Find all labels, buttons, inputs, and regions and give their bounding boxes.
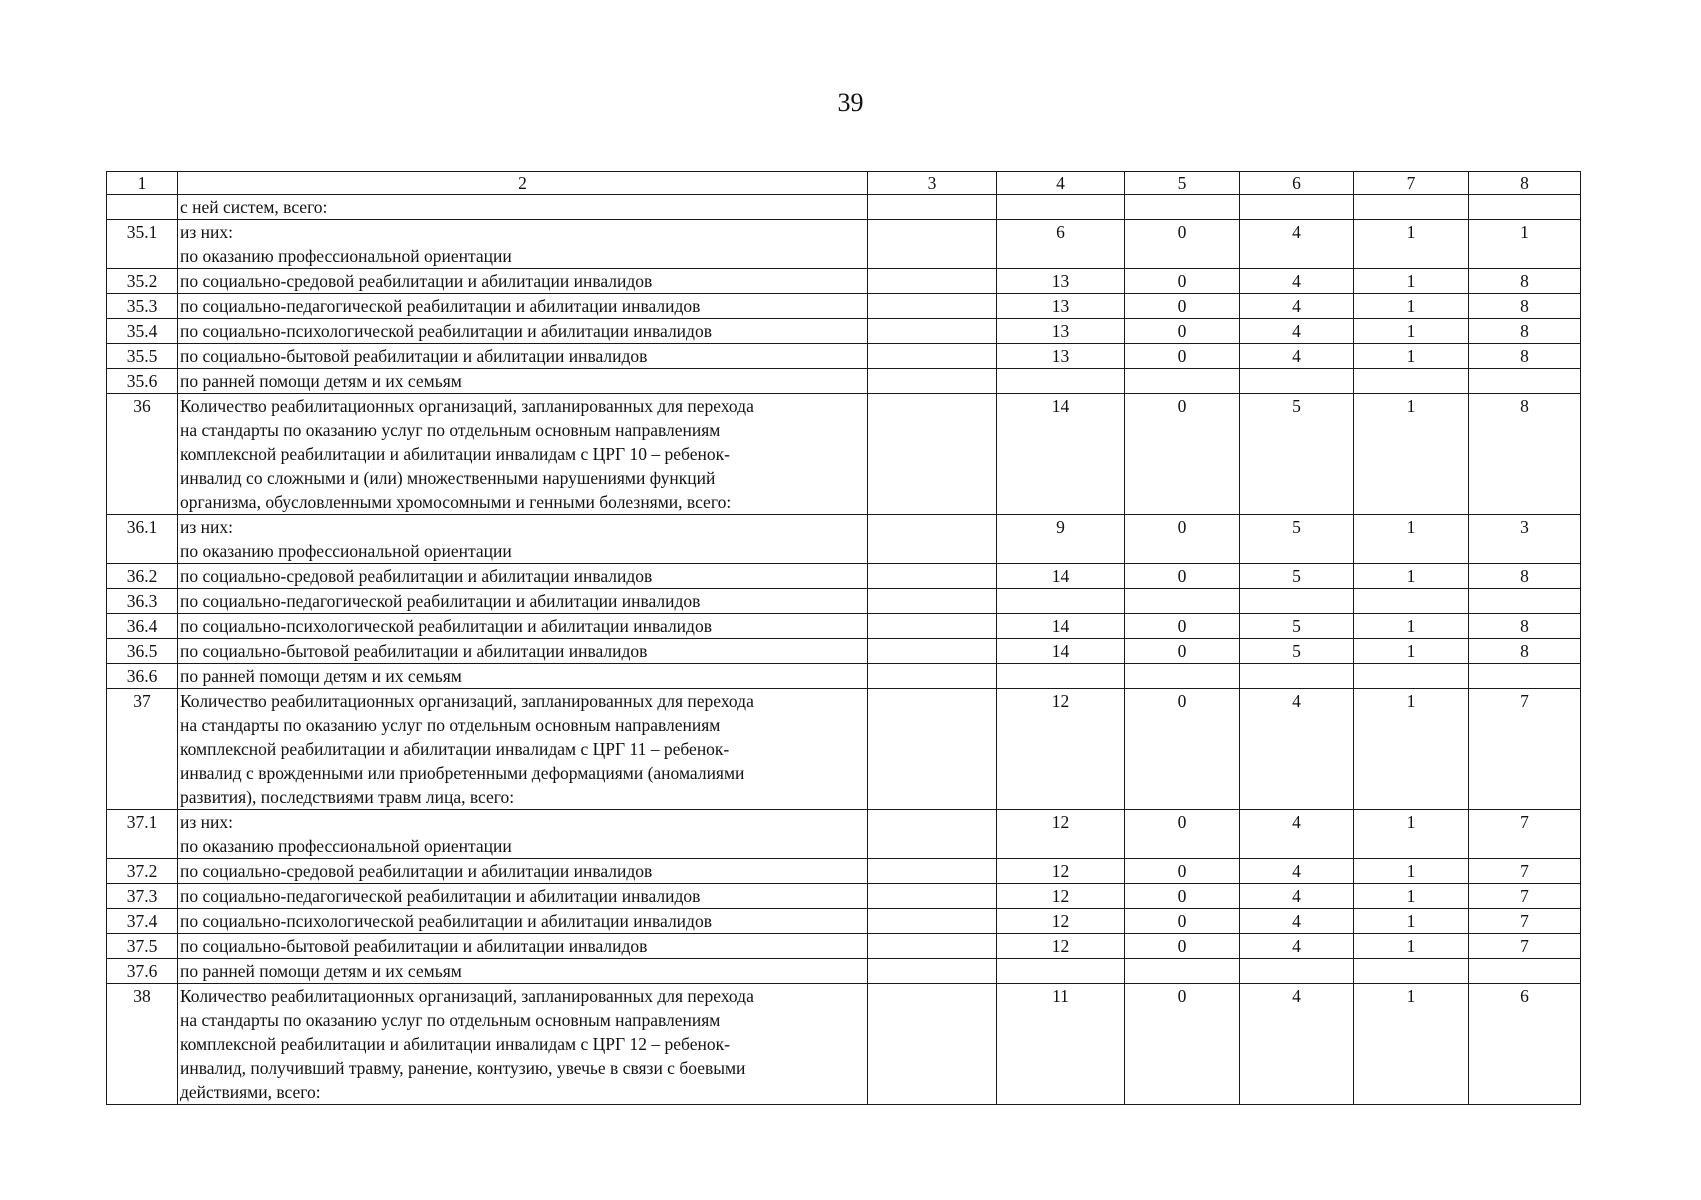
row-number-cell: 36.1 (107, 515, 178, 564)
indicator-text-line: комплексной реабилитации и абилитации инвалидам с ЦРГ 12 – ребенок- (180, 1034, 730, 1054)
value-cell-col-7: 1 (1354, 319, 1469, 344)
row-number-cell: 37 (107, 689, 178, 810)
table-row (107, 294, 1581, 319)
value-cell-col-7: 1 (1354, 859, 1469, 884)
value-cell-col-4: 12 (997, 859, 1125, 884)
value-cell-col-6: 4 (1240, 294, 1354, 319)
value-cell-col-5 (1125, 195, 1240, 220)
row-number-cell: 35.6 (107, 369, 178, 394)
table-row (107, 319, 1581, 344)
table-row (107, 959, 1581, 984)
indicator-text-line: инвалид со сложными и (или) множественными нарушениями функций (180, 468, 716, 488)
indicator-text-line: на стандарты по оказанию услуг по отдельным основным направлениям (180, 1010, 721, 1030)
row-number-cell (107, 195, 178, 220)
value-cell-col-3 (868, 319, 997, 344)
indicator-text-line: на стандарты по оказанию услуг по отдельным основным направлениям (180, 715, 721, 735)
indicator-cell (178, 934, 868, 959)
indicator-cell (178, 959, 868, 984)
value-cell-col-8: 8 (1469, 294, 1581, 319)
value-cell-col-5: 0 (1125, 269, 1240, 294)
table-row (107, 369, 1581, 394)
value-cell-col-6: 4 (1240, 344, 1354, 369)
value-cell-col-6: 5 (1240, 639, 1354, 664)
row-number-cell: 36.4 (107, 614, 178, 639)
value-cell-col-3 (868, 195, 997, 220)
table-row (107, 664, 1581, 689)
indicator-cell (178, 639, 868, 664)
table-row (107, 810, 1581, 859)
indicator-text-line: по социально-средовой реабилитации и абилитации инвалидов (180, 566, 653, 586)
row-number-cell: 37.3 (107, 884, 178, 909)
header-cell: 7 (1354, 172, 1469, 195)
value-cell-col-8: 3 (1469, 515, 1581, 564)
value-cell-col-4: 12 (997, 909, 1125, 934)
table-row (107, 564, 1581, 589)
value-cell-col-3 (868, 689, 997, 810)
table-row (107, 515, 1581, 564)
indicator-cell (178, 909, 868, 934)
value-cell-col-8: 8 (1469, 269, 1581, 294)
indicator-cell (178, 859, 868, 884)
indicator-text-line: по оказанию профессиональной ориентации (180, 246, 512, 266)
value-cell-col-8: 8 (1469, 344, 1581, 369)
value-cell-col-7: 1 (1354, 639, 1469, 664)
table-row (107, 220, 1581, 269)
value-cell-col-6 (1240, 664, 1354, 689)
value-cell-col-6: 4 (1240, 319, 1354, 344)
value-cell-col-3 (868, 959, 997, 984)
value-cell-col-8: 7 (1469, 884, 1581, 909)
indicator-text-line: по социально-психологической реабилитации и абилитации инвалидов (180, 911, 712, 931)
indicator-text-line: по ранней помощи детям и их семьям (180, 961, 462, 981)
header-cell: 2 (178, 172, 868, 195)
value-cell-col-4: 12 (997, 810, 1125, 859)
indicator-text-line: по социально-педагогической реабилитации и абилитации инвалидов (180, 296, 701, 316)
value-cell-col-3 (868, 369, 997, 394)
table-row (107, 884, 1581, 909)
value-cell-col-5 (1125, 369, 1240, 394)
value-cell-col-6: 4 (1240, 984, 1354, 1105)
table-body (107, 172, 1581, 1105)
value-cell-col-8: 7 (1469, 859, 1581, 884)
value-cell-col-4: 13 (997, 344, 1125, 369)
value-cell-col-7: 1 (1354, 884, 1469, 909)
value-cell-col-7: 1 (1354, 344, 1469, 369)
indicator-cell (178, 344, 868, 369)
value-cell-col-3 (868, 564, 997, 589)
header-cell: 4 (997, 172, 1125, 195)
indicator-cell (178, 984, 868, 1105)
value-cell-col-5: 0 (1125, 859, 1240, 884)
row-number-cell: 35.2 (107, 269, 178, 294)
row-number-cell: 36.6 (107, 664, 178, 689)
value-cell-col-8: 8 (1469, 639, 1581, 664)
row-number-cell: 35.4 (107, 319, 178, 344)
value-cell-col-7: 1 (1354, 515, 1469, 564)
indicator-text-line: по оказанию профессиональной ориентации (180, 541, 512, 561)
indicator-cell (178, 319, 868, 344)
row-number-cell: 36.2 (107, 564, 178, 589)
value-cell-col-6: 4 (1240, 220, 1354, 269)
value-cell-col-8: 7 (1469, 909, 1581, 934)
indicator-cell (178, 564, 868, 589)
table-header-row (107, 172, 1581, 195)
value-cell-col-8 (1469, 589, 1581, 614)
indicator-cell (178, 589, 868, 614)
page-number: 39 (837, 88, 864, 117)
value-cell-col-8 (1469, 195, 1581, 220)
row-number-cell: 36.5 (107, 639, 178, 664)
indicator-cell (178, 689, 868, 810)
value-cell-col-4: 13 (997, 269, 1125, 294)
value-cell-col-8 (1469, 369, 1581, 394)
value-cell-col-6: 4 (1240, 689, 1354, 810)
value-cell-col-7: 1 (1354, 564, 1469, 589)
value-cell-col-6: 5 (1240, 394, 1354, 515)
value-cell-col-4: 9 (997, 515, 1125, 564)
value-cell-col-4 (997, 959, 1125, 984)
indicator-text-line: по социально-педагогической реабилитации и абилитации инвалидов (180, 886, 701, 906)
value-cell-col-7: 1 (1354, 934, 1469, 959)
indicator-text-line: инвалид, получивший травму, ранение, контузию, увечье в связи с боевыми (180, 1058, 746, 1078)
value-cell-col-7: 1 (1354, 984, 1469, 1105)
value-cell-col-3 (868, 220, 997, 269)
value-cell-col-7: 1 (1354, 614, 1469, 639)
indicator-text-line: с ней систем, всего: (180, 197, 328, 217)
value-cell-col-7: 1 (1354, 810, 1469, 859)
value-cell-col-5 (1125, 589, 1240, 614)
row-number-cell: 35.5 (107, 344, 178, 369)
indicator-cell (178, 810, 868, 859)
value-cell-col-5: 0 (1125, 884, 1240, 909)
row-number-cell: 35.3 (107, 294, 178, 319)
indicator-text-line: комплексной реабилитации и абилитации инвалидам с ЦРГ 10 – ребенок- (180, 444, 730, 464)
table-row (107, 689, 1581, 810)
value-cell-col-7: 1 (1354, 909, 1469, 934)
header-cell: 3 (868, 172, 997, 195)
header-cell: 1 (107, 172, 178, 195)
value-cell-col-3 (868, 344, 997, 369)
value-cell-col-4: 11 (997, 984, 1125, 1105)
indicator-text-line: Количество реабилитационных организаций, запланированных для перехода (180, 691, 754, 711)
indicator-cell (178, 294, 868, 319)
value-cell-col-5: 0 (1125, 564, 1240, 589)
value-cell-col-7: 1 (1354, 689, 1469, 810)
value-cell-col-8: 8 (1469, 319, 1581, 344)
indicator-cell (178, 269, 868, 294)
value-cell-col-6: 5 (1240, 614, 1354, 639)
header-cell: 8 (1469, 172, 1581, 195)
indicator-cell (178, 884, 868, 909)
indicator-text-line: из них: (180, 517, 233, 537)
value-cell-col-4: 14 (997, 564, 1125, 589)
value-cell-col-5: 0 (1125, 934, 1240, 959)
value-cell-col-6 (1240, 369, 1354, 394)
indicator-text-line: Количество реабилитационных организаций, запланированных для перехода (180, 396, 754, 416)
table-row (107, 195, 1581, 220)
indicator-text-line: по социально-педагогической реабилитации и абилитации инвалидов (180, 591, 701, 611)
value-cell-col-8: 1 (1469, 220, 1581, 269)
indicator-cell (178, 664, 868, 689)
value-cell-col-5: 0 (1125, 220, 1240, 269)
indicator-text-line: по социально-бытовой реабилитации и абилитации инвалидов (180, 641, 648, 661)
value-cell-col-5: 0 (1125, 319, 1240, 344)
value-cell-col-7 (1354, 195, 1469, 220)
indicator-cell (178, 515, 868, 564)
value-cell-col-5: 0 (1125, 639, 1240, 664)
value-cell-col-4: 13 (997, 319, 1125, 344)
value-cell-col-4: 12 (997, 689, 1125, 810)
value-cell-col-7: 1 (1354, 220, 1469, 269)
indicator-text-line: по ранней помощи детям и их семьям (180, 666, 462, 686)
value-cell-col-4: 14 (997, 394, 1125, 515)
value-cell-col-4 (997, 195, 1125, 220)
value-cell-col-6: 4 (1240, 884, 1354, 909)
value-cell-col-5: 0 (1125, 909, 1240, 934)
value-cell-col-3 (868, 810, 997, 859)
value-cell-col-7 (1354, 589, 1469, 614)
indicator-text-line: по социально-бытовой реабилитации и абилитации инвалидов (180, 936, 648, 956)
value-cell-col-3 (868, 515, 997, 564)
value-cell-col-3 (868, 394, 997, 515)
value-cell-col-5: 0 (1125, 810, 1240, 859)
indicator-text-line: организма, обусловленными хромосомными и генными болезнями, всего: (180, 492, 732, 512)
value-cell-col-4: 6 (997, 220, 1125, 269)
value-cell-col-3 (868, 859, 997, 884)
indicator-text-line: по оказанию профессиональной ориентации (180, 836, 512, 856)
value-cell-col-3 (868, 664, 997, 689)
data-table (106, 171, 1581, 1105)
value-cell-col-8: 8 (1469, 564, 1581, 589)
value-cell-col-5 (1125, 959, 1240, 984)
value-cell-col-5: 0 (1125, 984, 1240, 1105)
value-cell-col-7: 1 (1354, 269, 1469, 294)
value-cell-col-5: 0 (1125, 515, 1240, 564)
indicator-text-line: по социально-бытовой реабилитации и абилитации инвалидов (180, 346, 648, 366)
value-cell-col-4 (997, 369, 1125, 394)
indicator-text-line: развития), последствиями травм лица, всего: (180, 787, 515, 807)
indicator-text-line: по ранней помощи детям и их семьям (180, 371, 462, 391)
indicator-text-line: из них: (180, 812, 233, 832)
indicator-text-line: инвалид с врожденными или приобретенными деформациями (аномалиями (180, 763, 745, 783)
value-cell-col-4: 13 (997, 294, 1125, 319)
value-cell-col-7 (1354, 369, 1469, 394)
row-number-cell: 37.1 (107, 810, 178, 859)
indicator-text-line: по социально-средовой реабилитации и абилитации инвалидов (180, 271, 653, 291)
value-cell-col-3 (868, 294, 997, 319)
indicator-text-line: на стандарты по оказанию услуг по отдельным основным направлениям (180, 420, 721, 440)
value-cell-col-5: 0 (1125, 614, 1240, 639)
row-number-cell: 37.2 (107, 859, 178, 884)
value-cell-col-6: 4 (1240, 934, 1354, 959)
header-cell: 5 (1125, 172, 1240, 195)
value-cell-col-7: 1 (1354, 294, 1469, 319)
value-cell-col-5: 0 (1125, 689, 1240, 810)
table-row (107, 614, 1581, 639)
value-cell-col-3 (868, 614, 997, 639)
value-cell-col-4: 12 (997, 934, 1125, 959)
row-number-cell: 37.5 (107, 934, 178, 959)
indicator-cell (178, 394, 868, 515)
value-cell-col-3 (868, 934, 997, 959)
table-row (107, 344, 1581, 369)
value-cell-col-8: 7 (1469, 934, 1581, 959)
value-cell-col-3 (868, 639, 997, 664)
row-number-cell: 37.6 (107, 959, 178, 984)
value-cell-col-6: 4 (1240, 269, 1354, 294)
value-cell-col-4 (997, 664, 1125, 689)
indicator-text-line: действиями, всего: (180, 1082, 321, 1102)
value-cell-col-6: 4 (1240, 909, 1354, 934)
value-cell-col-4: 12 (997, 884, 1125, 909)
value-cell-col-6: 5 (1240, 564, 1354, 589)
value-cell-col-8: 8 (1469, 614, 1581, 639)
table-row (107, 909, 1581, 934)
value-cell-col-5 (1125, 664, 1240, 689)
indicator-text-line: комплексной реабилитации и абилитации инвалидам с ЦРГ 11 – ребенок- (180, 739, 730, 759)
value-cell-col-3 (868, 884, 997, 909)
value-cell-col-7 (1354, 959, 1469, 984)
row-number-cell: 36 (107, 394, 178, 515)
value-cell-col-6 (1240, 959, 1354, 984)
indicator-cell (178, 369, 868, 394)
indicator-text-line: Количество реабилитационных организаций, запланированных для перехода (180, 986, 754, 1006)
value-cell-col-8 (1469, 664, 1581, 689)
value-cell-col-6: 4 (1240, 859, 1354, 884)
value-cell-col-6 (1240, 195, 1354, 220)
value-cell-col-5: 0 (1125, 394, 1240, 515)
indicator-text-line: по социально-психологической реабилитации и абилитации инвалидов (180, 616, 712, 636)
indicator-text-line: из них: (180, 222, 233, 242)
value-cell-col-7: 1 (1354, 394, 1469, 515)
value-cell-col-6 (1240, 589, 1354, 614)
header-cell: 6 (1240, 172, 1354, 195)
table-row (107, 984, 1581, 1105)
value-cell-col-3 (868, 269, 997, 294)
row-number-cell: 36.3 (107, 589, 178, 614)
row-number-cell: 37.4 (107, 909, 178, 934)
indicator-cell (178, 220, 868, 269)
value-cell-col-3 (868, 589, 997, 614)
value-cell-col-8: 6 (1469, 984, 1581, 1105)
value-cell-col-8: 8 (1469, 394, 1581, 515)
indicator-cell (178, 195, 868, 220)
value-cell-col-4 (997, 589, 1125, 614)
row-number-cell: 38 (107, 984, 178, 1105)
value-cell-col-8: 7 (1469, 810, 1581, 859)
table-row (107, 269, 1581, 294)
value-cell-col-3 (868, 909, 997, 934)
value-cell-col-4: 14 (997, 614, 1125, 639)
value-cell-col-4: 14 (997, 639, 1125, 664)
value-cell-col-6: 5 (1240, 515, 1354, 564)
value-cell-col-5: 0 (1125, 294, 1240, 319)
indicator-cell (178, 614, 868, 639)
indicator-text-line: по социально-средовой реабилитации и абилитации инвалидов (180, 861, 653, 881)
table-row (107, 859, 1581, 884)
value-cell-col-8: 7 (1469, 689, 1581, 810)
indicator-text-line: по социально-психологической реабилитации и абилитации инвалидов (180, 321, 712, 341)
table-row (107, 934, 1581, 959)
value-cell-col-6: 4 (1240, 810, 1354, 859)
value-cell-col-3 (868, 984, 997, 1105)
value-cell-col-8 (1469, 959, 1581, 984)
table-row (107, 589, 1581, 614)
row-number-cell: 35.1 (107, 220, 178, 269)
table-row (107, 639, 1581, 664)
value-cell-col-5: 0 (1125, 344, 1240, 369)
value-cell-col-7 (1354, 664, 1469, 689)
table-row (107, 394, 1581, 515)
